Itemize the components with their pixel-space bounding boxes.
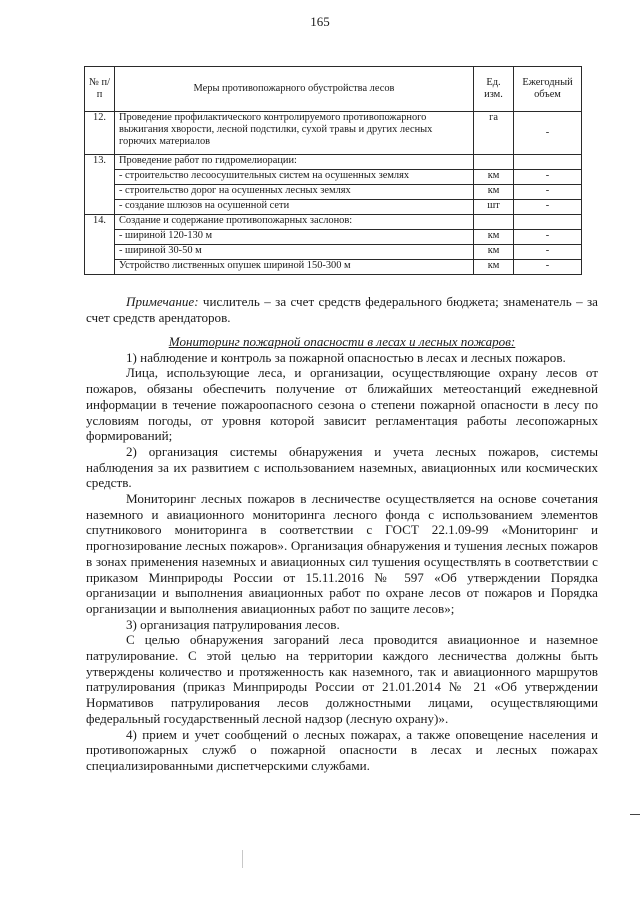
table-note — [86, 294, 598, 325]
row-unit: км — [474, 260, 514, 275]
row-unit — [474, 215, 514, 230]
row-volume: - — [514, 170, 582, 185]
row-unit: км — [474, 170, 514, 185]
monitoring-section — [86, 334, 598, 774]
paragraph-2: Лица, использующие леса, и организации, осуществляющие охрану лесов от пожаров, обязаны обеспечить получение от ближайших метеостанций ежедневной информации в течение пожароопасного сезона о степени пожарной опасности в лесу по условиям погоды, от уровня которой зависит регламентация работы лесопожарных формирований; — [86, 365, 598, 444]
table-row — [85, 230, 582, 245]
row-volume: - — [514, 112, 582, 155]
header-measure: Меры противопожарного обустройства лесов — [115, 67, 474, 112]
row-unit: шт — [474, 200, 514, 215]
row-measure: Проведение работ по гидромелиорации: — [115, 155, 474, 170]
row-measure: - строительство дорог на осушенных лесных землях — [115, 185, 474, 200]
page-number: 165 — [310, 14, 330, 29]
scan-edge-mark — [630, 814, 640, 815]
row-measure: - строительство лесоосушительных систем на осушенных землях — [115, 170, 474, 185]
note-paragraph — [86, 294, 598, 325]
row-measure: Устройство лиственных опушек шириной 150-300 м — [115, 260, 474, 275]
row-volume: - — [514, 245, 582, 260]
paragraph-7: 4) прием и учет сообщений о лесных пожарах, а также оповещение населения и противопожарных служб о пожарной опасности в лесах и лесных пожарах специализированными диспетчерскими службами. — [86, 726, 598, 773]
row-unit: га — [474, 112, 514, 155]
row-volume: - — [514, 185, 582, 200]
table-row — [85, 215, 582, 230]
row-num: 12. — [85, 112, 115, 155]
paragraph-4: Мониторинг лесных пожаров в лесничестве осуществляется на основе сочетания наземного и авиационного мониторинга лесного фонда с использованием элементов спутникового мониторинга в соответствии с ГОСТ 22.1.09-99 «Мониторинг и прогнозирование лесных пожаров». Организация обнаружения и тушения лесных пожаров в зонах применения наземных и авиационных сил тушения осуществлять в соответствии с приказом Минприроды России от 15.11.2016 № 597 «Об утверждении Порядка организации и выполнения авиационных работ по охране лесов от пожаров и Порядка организации и выполнения авиационных работ по защите лесов»; — [86, 491, 598, 616]
row-measure: - шириной 120-130 м — [115, 230, 474, 245]
note-text: числитель – за счет средств федерального бюджета; знаменатель – за счет средств арендаторов. — [86, 294, 598, 325]
table-row — [85, 185, 582, 200]
table-row — [85, 155, 582, 170]
table-row — [85, 260, 582, 275]
section-heading: Мониторинг пожарной опасности в лесах и лесных пожаров: — [168, 334, 516, 349]
row-measure: - шириной 30-50 м — [115, 245, 474, 260]
row-measure: - создание шлюзов на осушенной сети — [115, 200, 474, 215]
paragraph-1: 1) наблюдение и контроль за пожарной опасностью в лесах и лесных пожаров. — [126, 349, 566, 365]
table-row — [85, 245, 582, 260]
scan-artifact-line — [242, 850, 243, 868]
table-row — [85, 170, 582, 185]
row-volume: - — [514, 260, 582, 275]
header-unit: Ед. изм. — [474, 67, 514, 112]
row-volume — [514, 155, 582, 170]
paragraph-6: С целью обнаружения загораний леса проводится авиационное и наземное патрулирование. С этой целью на территории каждого лесничества должны быть утверждены количество и протяженность как наземного, так и авиационного маршрутов патрулирования (приказ Минприроды России от 21.01.2014 № 21 «Об утверждении Нормативов патрулирования лесов должностными лицами, осуществляющими федеральный государственный лесной надзор (лесную охрану)». — [86, 632, 598, 726]
row-measure: Создание и содержание противопожарных заслонов: — [115, 215, 474, 230]
row-volume: - — [514, 200, 582, 215]
header-num: № п/п — [85, 67, 115, 112]
row-unit: км — [474, 185, 514, 200]
table-row — [85, 112, 582, 155]
row-volume — [514, 215, 582, 230]
table-header-row — [85, 67, 582, 112]
row-measure: Проведение профилактического контролируемого противопожарного выжигания хворости, лесной подстилки, сухой травы и других лесных горючих материалов — [115, 112, 474, 155]
row-num: 13. — [85, 155, 115, 215]
row-unit — [474, 155, 514, 170]
fire-measures-table — [84, 66, 582, 275]
row-unit: км — [474, 230, 514, 245]
row-volume: - — [514, 230, 582, 245]
row-unit: км — [474, 245, 514, 260]
row-num: 14. — [85, 215, 115, 275]
header-volume: Ежегодный объем — [514, 67, 582, 112]
note-label: Примечание: — [126, 294, 199, 309]
table-row — [85, 200, 582, 215]
paragraph-5: 3) организация патрулирования лесов. — [126, 616, 340, 632]
paragraph-3: 2) организация системы обнаружения и учета лесных пожаров, системы наблюдения за их развитием с использованием наземных, авиационных или космических средств. — [86, 443, 598, 491]
